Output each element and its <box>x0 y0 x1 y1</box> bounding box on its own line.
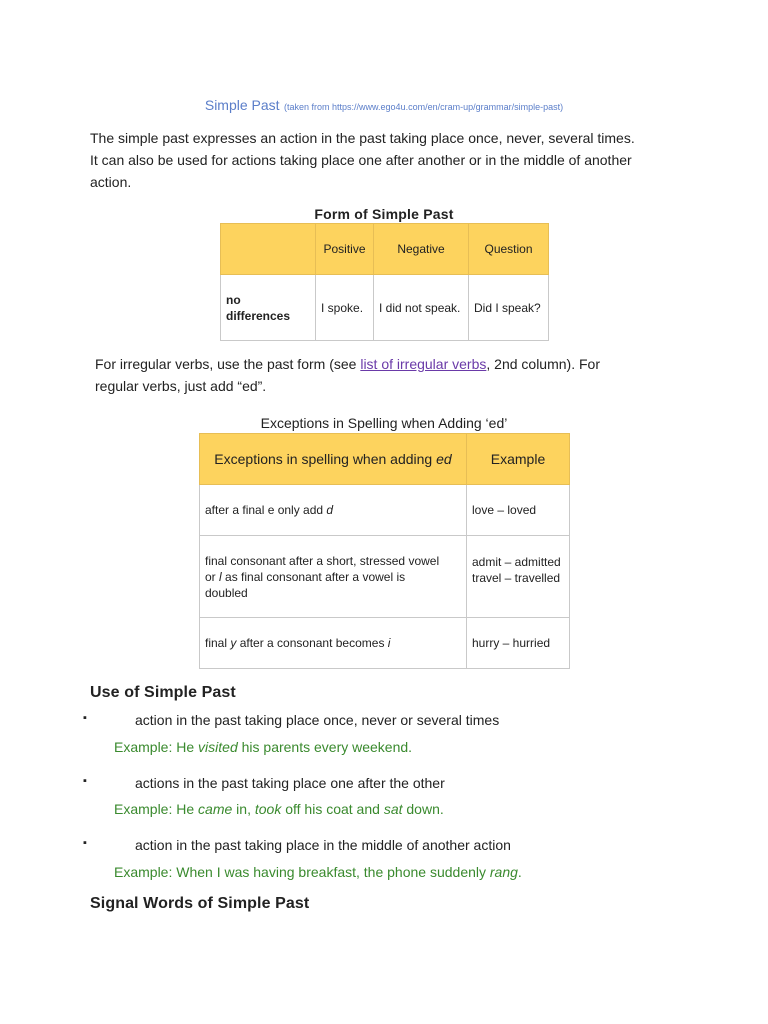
example-text: in, <box>232 801 255 817</box>
example-text: Example: He <box>114 801 199 817</box>
table-cell <box>200 536 467 618</box>
intro-line: The simple past expresses an action in the past taking place once, never, several times. <box>90 130 635 146</box>
table-row <box>221 275 549 341</box>
intro-line: It can also be used for actions taking place one after another or in the middle of another <box>90 152 632 168</box>
use-item-text: action in the past taking place once, never or several times <box>135 712 500 728</box>
table-cell: hurry – hurried <box>467 618 570 669</box>
example-text: off his coat and <box>281 801 384 817</box>
example-verb: visited <box>198 739 238 755</box>
rule-text: or <box>205 569 220 584</box>
rule-text-em: d <box>326 503 334 517</box>
table-row <box>200 485 570 536</box>
example-text: down. <box>402 801 444 817</box>
irregular-verbs-link[interactable]: list of irregular verbs <box>360 356 487 372</box>
table-cell: I did not speak. <box>374 275 469 341</box>
example-text: admit – admitted <box>472 555 561 569</box>
example-text: . <box>517 864 522 880</box>
row-label: differences <box>226 308 291 323</box>
irregular-text: regular verbs, just add “ed”. <box>95 378 267 394</box>
form-table <box>220 223 549 341</box>
table-cell <box>467 536 570 618</box>
intro-paragraph <box>90 127 730 193</box>
table-header-cell <box>221 224 316 275</box>
example-verb: sat <box>383 801 403 817</box>
example-verb: took <box>254 801 282 817</box>
use-item-text: actions in the past taking place one after the other <box>135 775 445 791</box>
example-text: Example: When I was having breakfast, the phone suddenly <box>114 864 490 880</box>
table-header-cell <box>200 434 467 485</box>
rule-text: after a final e only add <box>205 503 327 517</box>
form-table-caption: Form of Simple Past <box>314 206 454 222</box>
rule-text: after a consonant becomes <box>236 636 388 650</box>
rule-text: final consonant after a short, stressed vowel <box>205 553 440 568</box>
rule-text: doubled <box>205 585 248 600</box>
table-cell <box>221 275 316 341</box>
table-header-row <box>221 224 549 275</box>
table-cell <box>200 618 467 669</box>
header-text: Exceptions in spelling when adding <box>214 451 437 467</box>
row-label: no <box>226 292 241 307</box>
table-row <box>200 618 570 669</box>
table-cell: love – loved <box>467 485 570 536</box>
example-verb: came <box>198 801 233 817</box>
irregular-text: For irregular verbs, use the past form (see <box>95 356 361 372</box>
rule-text <box>205 569 461 585</box>
bullet-square-icon: ▪ <box>83 775 87 787</box>
bullet-square-icon: ▪ <box>83 712 87 724</box>
use-heading: Use of Simple Past <box>90 684 236 701</box>
table-header-cell: Negative <box>374 224 469 275</box>
table-cell: Did I speak? <box>469 275 549 341</box>
example-verb: rang <box>489 864 518 880</box>
table-header-cell: Question <box>469 224 549 275</box>
use-item-text: action in the past taking place in the middle of another action <box>135 837 511 853</box>
example-text: travel – travelled <box>472 571 561 585</box>
table-cell <box>200 485 467 536</box>
irregular-text: , 2nd column). For <box>486 356 600 372</box>
rule-text-em: i <box>387 636 391 650</box>
title-source: (taken from https://www.ego4u.com/en/cram-up/grammar/simple-past) <box>284 102 564 112</box>
rule-text: final <box>205 636 231 650</box>
example-text: his parents every weekend. <box>237 739 413 755</box>
rule-text-em: l <box>219 569 222 584</box>
title-main: Simple Past <box>204 97 280 113</box>
intro-line: action. <box>90 174 132 190</box>
bullet-square-icon: ▪ <box>83 837 87 849</box>
use-item-example <box>114 864 522 880</box>
header-text-em: ed <box>436 451 452 467</box>
page-title <box>0 97 768 115</box>
rule-text: as final consonant after a vowel is <box>221 569 406 584</box>
table-header-cell: Example <box>467 434 570 485</box>
example-text: Example: He <box>114 739 199 755</box>
table-cell: I spoke. <box>316 275 374 341</box>
table-row <box>200 536 570 618</box>
table-header-row <box>200 434 570 485</box>
signal-heading: Signal Words of Simple Past <box>90 895 310 912</box>
use-item-example <box>114 801 444 817</box>
use-item-example <box>114 739 412 755</box>
exceptions-table <box>199 433 570 669</box>
exceptions-table-caption: Exceptions in Spelling when Adding ‘ed’ <box>260 415 508 431</box>
table-header-cell: Positive <box>316 224 374 275</box>
rule-text-em: y <box>230 636 237 650</box>
irregular-paragraph <box>95 353 695 397</box>
